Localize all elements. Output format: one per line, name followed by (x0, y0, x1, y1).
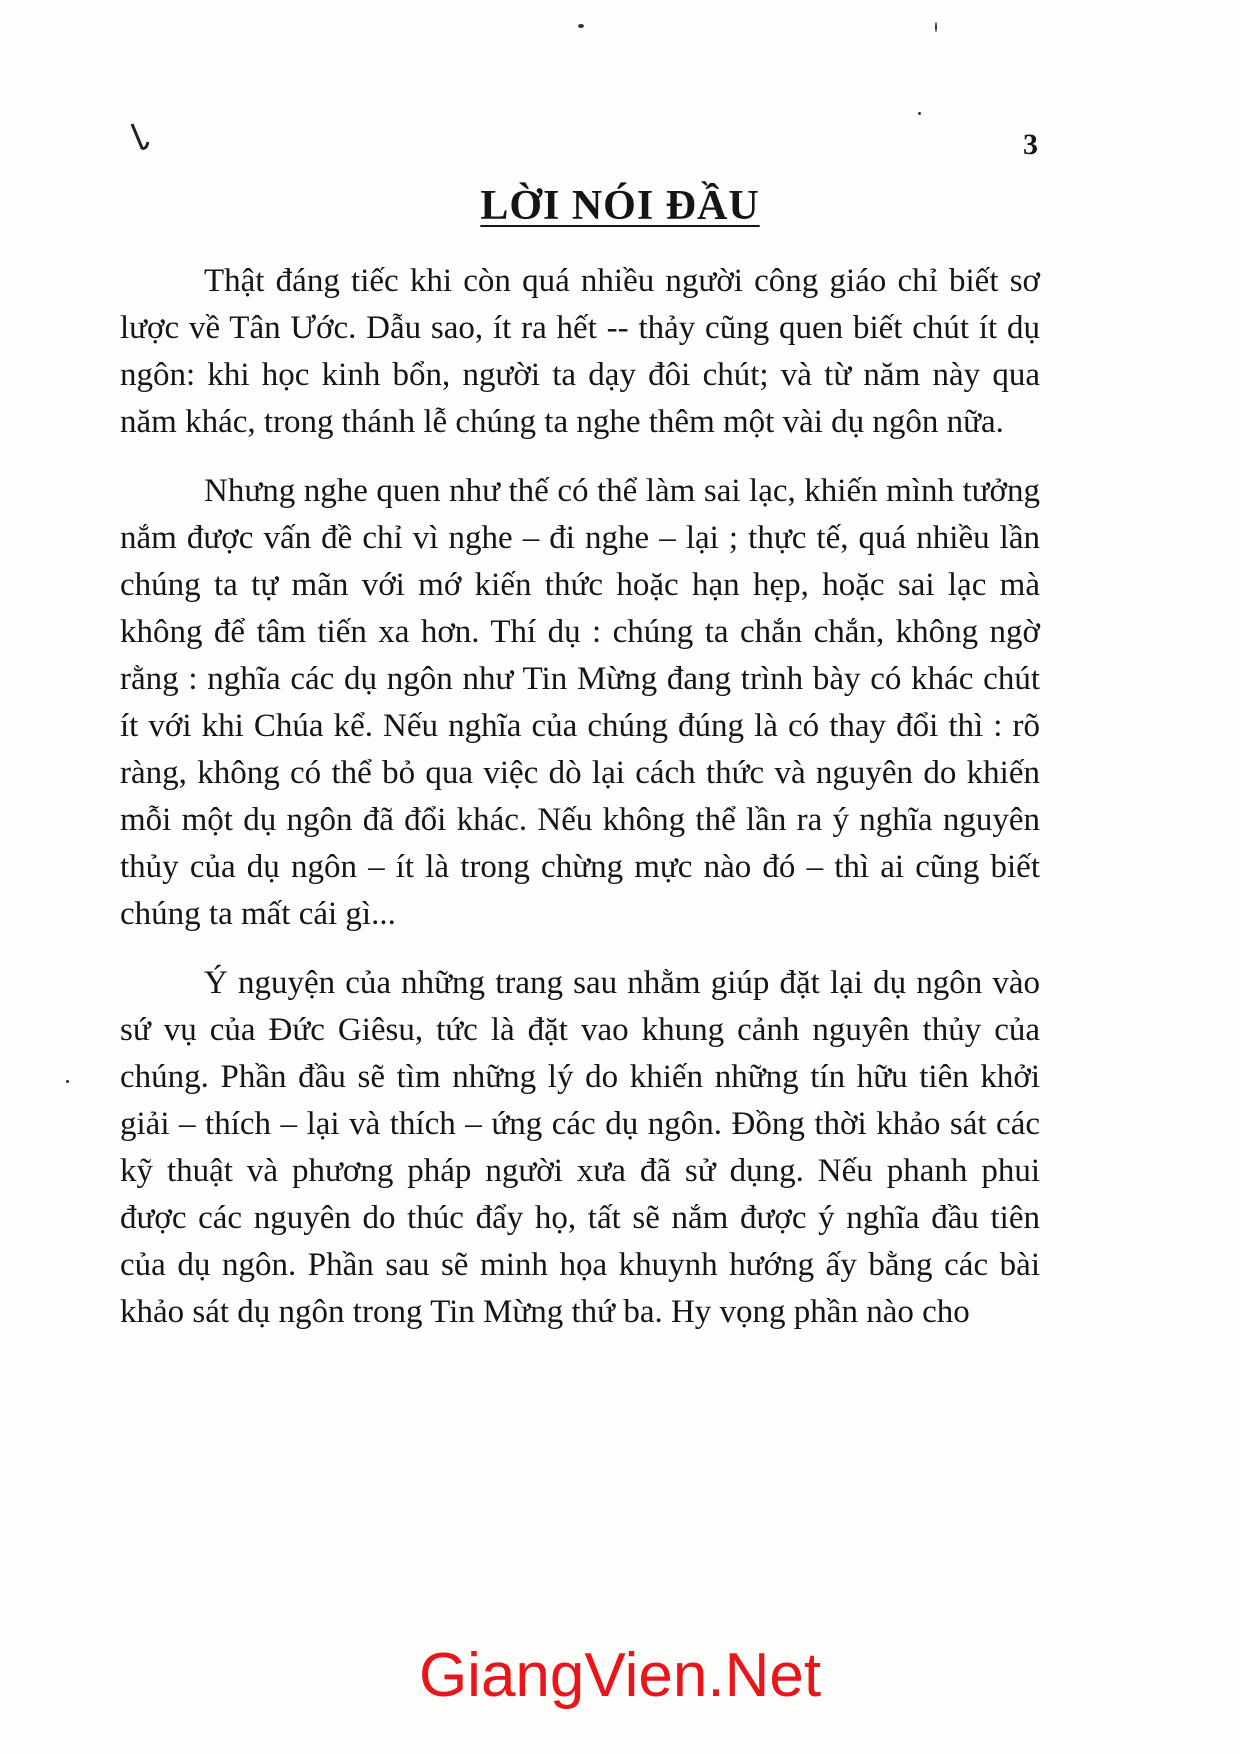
paragraph: Nhưng nghe quen như thế có thể làm sai lạc, khiến mình tưởng nắm được vấn đề chỉ vì nghe – đi nghe – lại ; thực tế, quá nhiều lần chúng ta tự mãn với mớ kiến thức hoặc hạn hẹp, hoặc sai lạc mà không để tâm tiến xa hơn. Thí dụ : chúng ta chắn chắn, không ngờ rằng : nghĩa các dụ ngôn như Tin Mừng đang trình bày có khác chút ít với khi Chúa kể. Nếu nghĩa của chúng đúng là có thay đổi thì : rõ ràng, không có thể bỏ qua việc dò lại cách thức và nguyên do khiến mỗi một dụ ngôn đã đổi khác. Nếu không thể lần ra ý nghĩa nguyên thủy của dụ ngôn – ít là trong chừng mực nào đó – thì ai cũng biết chúng ta mất cái gì... (120, 473, 1040, 932)
scan-speck (578, 24, 584, 28)
scan-speck (918, 112, 921, 115)
scan-speck (935, 22, 937, 32)
page-title: LỜI NÓI ĐẦU (480, 183, 760, 229)
paragraph: Ý nguyện của những trang sau nhằm giúp đặt lại dụ ngôn vào sứ vụ của Đức Giêsu, tức là đặt vao khung cảnh nguyên thủy của chúng. Phần đầu sẽ tìm những lý do khiến những tín hữu tiên khởi giải – thích – lại và thích – ứng các dụ ngôn. Đồng thời khảo sát các kỹ thuật và phương pháp người xưa đã sử dụng. Nếu phanh phui được các nguyên do thúc đẩy họ, tất sẽ nắm được ý nghĩa đầu tiên của dụ ngôn. Phần sau sẽ minh họa khuynh hướng ấy bằng các bài khảo sát dụ ngôn trong Tin Mừng thứ ba. Hy vọng phần nào cho (120, 965, 1040, 1330)
watermark: GiangVien.Net (418, 1641, 822, 1710)
paragraph: Thật đáng tiếc khi còn quá nhiều người công giáo chỉ biết sơ lược về Tân Ước. Dẫu sao, ít ra hết -- thảy cũng quen biết chút ít dụ ngôn: khi học kinh bổn, người ta dạy đôi chút; và từ năm này qua năm khác, trong thánh lễ chúng ta nghe thêm một vài dụ ngôn nữa. (120, 263, 1040, 440)
scan-speck (66, 1080, 69, 1083)
body-text (120, 258, 1040, 1358)
page-number: 3 (1023, 128, 1038, 161)
corner-tick-mark (130, 122, 152, 157)
